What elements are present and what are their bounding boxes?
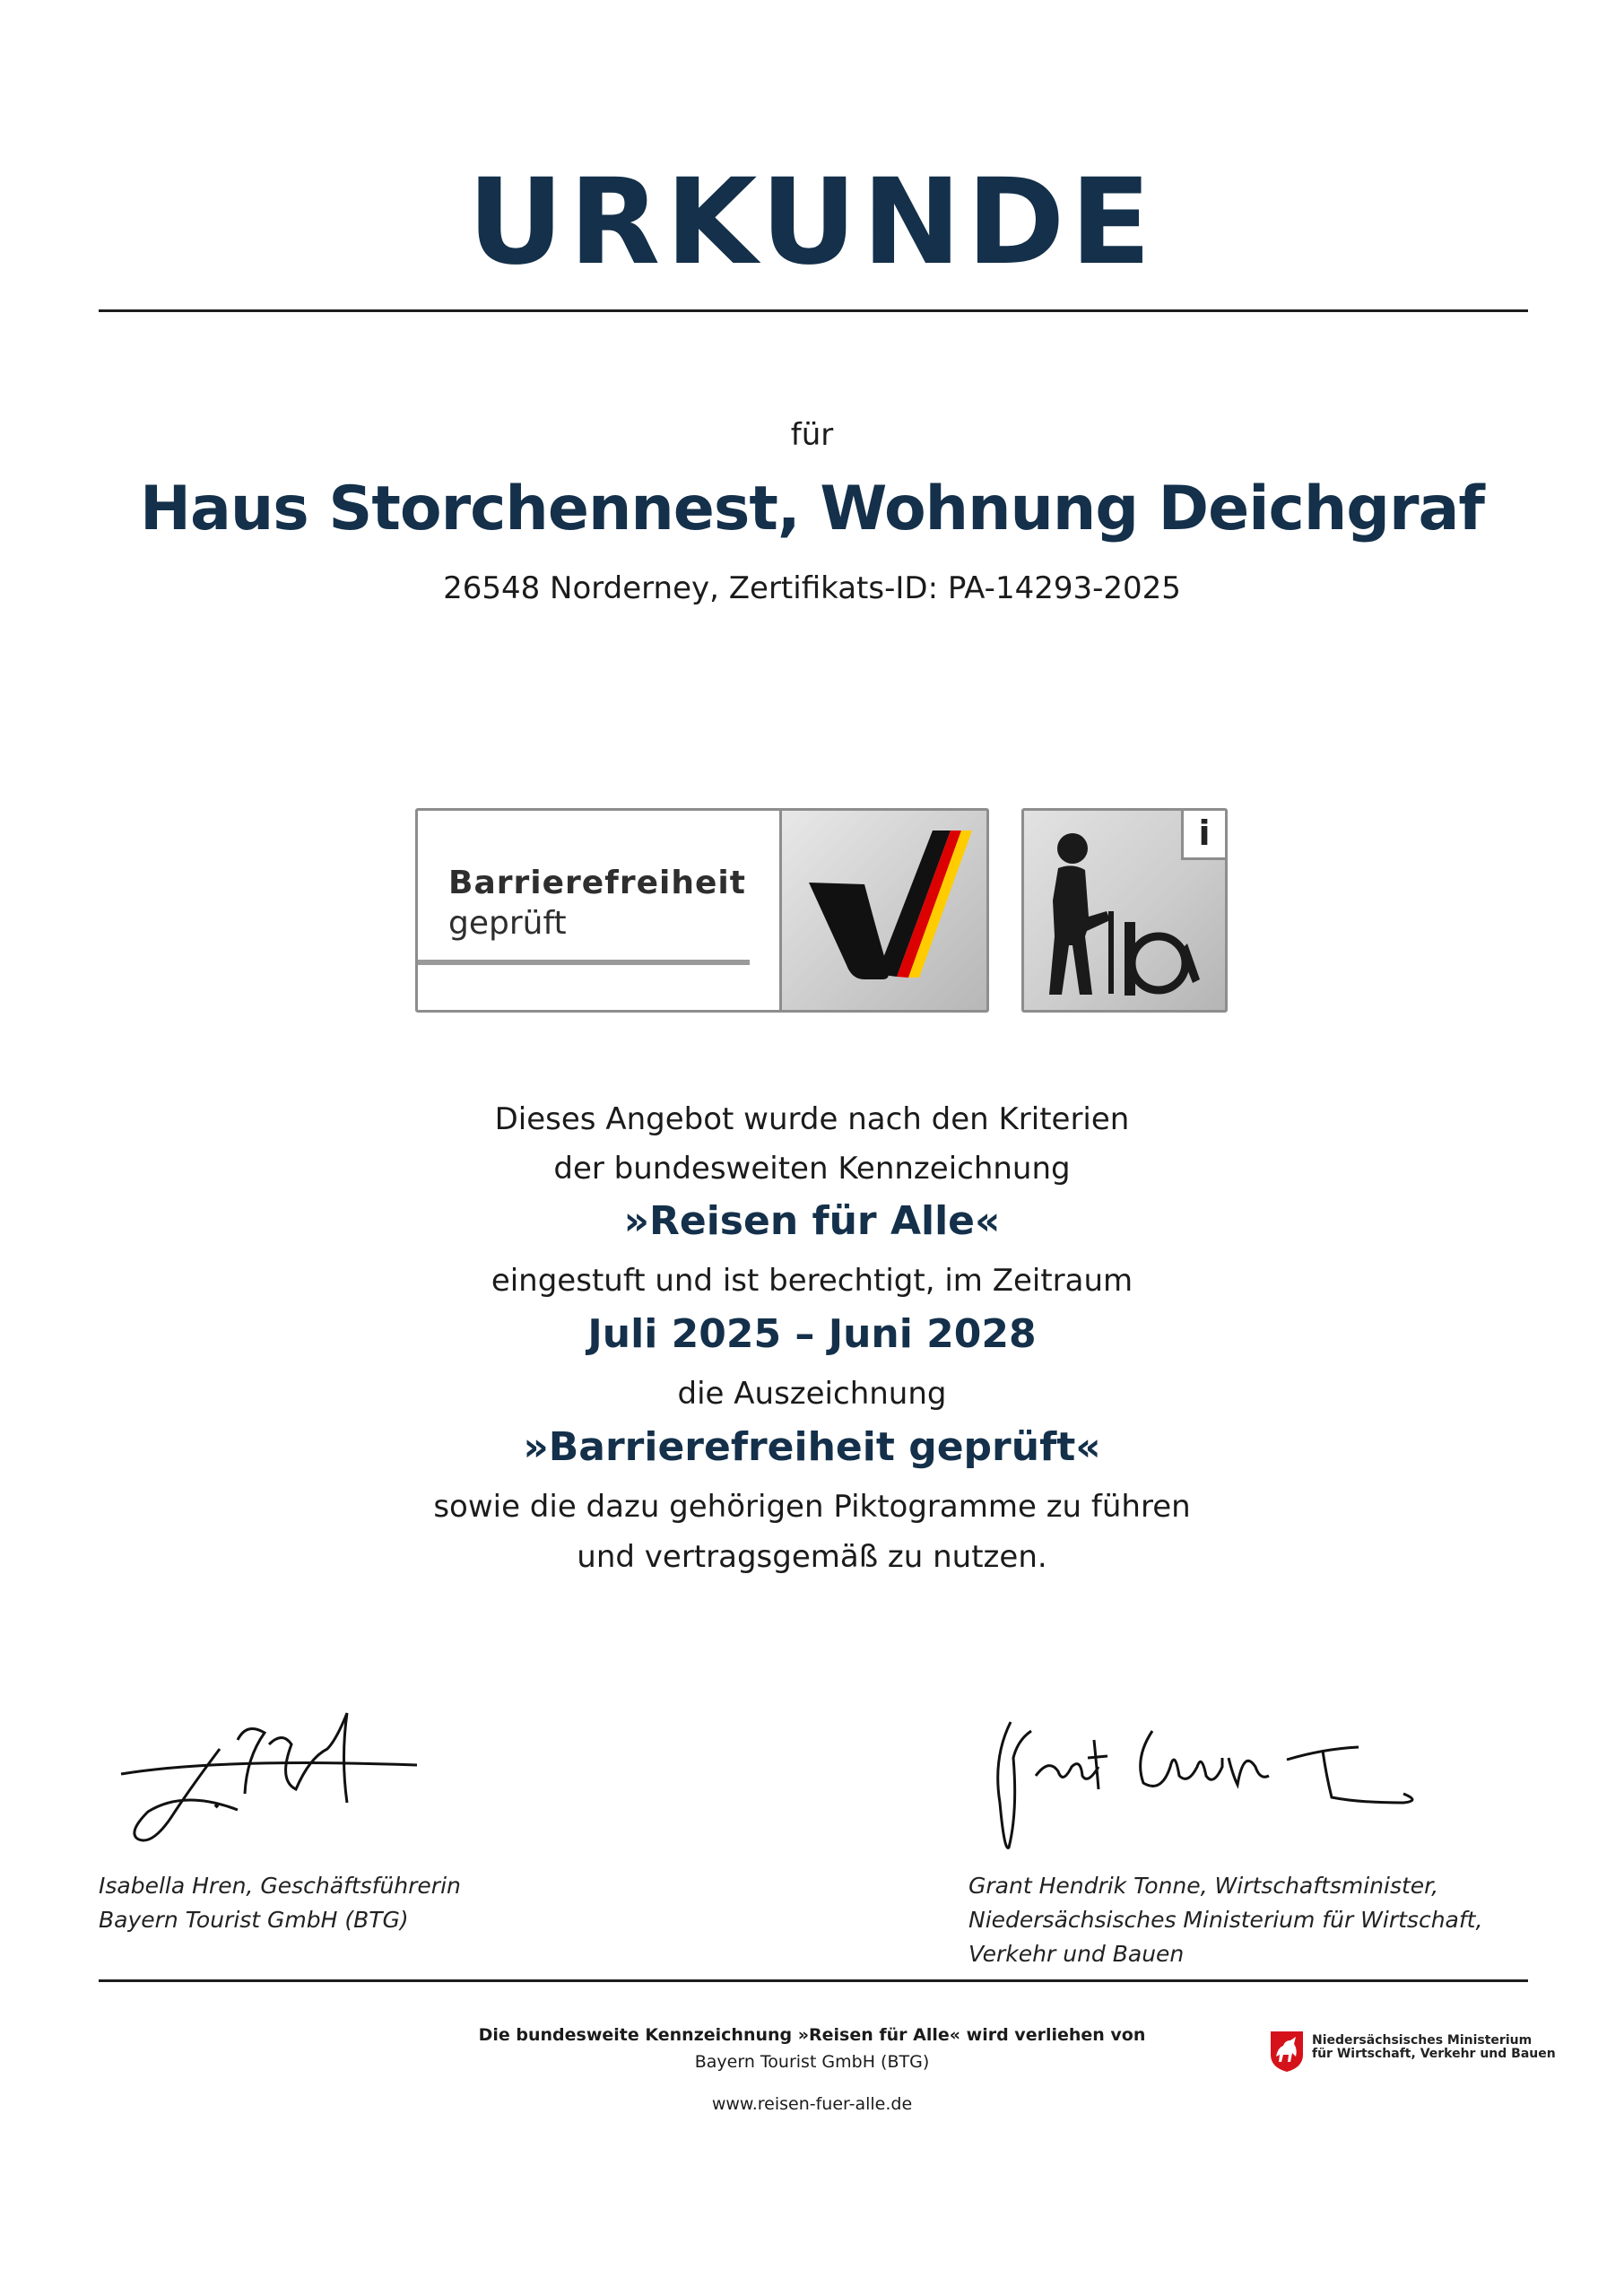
program-name: »Reisen für Alle«	[623, 1198, 1001, 1244]
signer-left-name: Isabella Hren, Geschäftsführerin	[99, 1873, 461, 1899]
signature-left	[112, 1704, 426, 1857]
body-line-6: und vertragsgemäß zu nutzen.	[577, 1539, 1047, 1575]
signer-right-org-1: Niedersächsisches Ministerium für Wirtschaft,	[968, 1907, 1483, 1933]
signer-right-org-2: Verkehr und Bauen	[968, 1941, 1185, 1967]
body-line-1: Dieses Angebot wurde nach den Kriterien	[494, 1101, 1130, 1137]
signer-right-name: Grant Hendrik Tonne, Wirtschaftsminister,	[968, 1873, 1439, 1899]
signature-caption-left	[99, 1869, 461, 1937]
check-mark-icon	[779, 811, 986, 1010]
award-name: »Barrierefreiheit geprüft«	[523, 1424, 1101, 1470]
info-icon: i	[1181, 811, 1225, 860]
signature-right	[982, 1704, 1439, 1857]
body-line-4: die Auszeichnung	[677, 1376, 947, 1412]
badge-title: Barrierefreiheit	[448, 865, 746, 901]
signature-caption-right	[968, 1869, 1482, 1971]
badge-underline	[418, 960, 750, 965]
recipient-address: 26548 Norderney, Zertifikats-ID: PA-14293-2025	[443, 570, 1181, 606]
footer-sub: Bayern Tourist GmbH (BTG)	[694, 2052, 930, 2072]
page-title: URKUNDE	[467, 153, 1157, 291]
signer-left-org: Bayern Tourist GmbH (BTG)	[99, 1907, 409, 1933]
body-line-5: sowie die dazu gehörigen Piktogramme zu führen	[433, 1489, 1191, 1525]
accessibility-badge	[415, 808, 989, 1013]
header-divider	[99, 309, 1528, 312]
footer-divider	[99, 1979, 1528, 1982]
recipient-name: Haus Storchennest, Wohnung Deichgraf	[140, 474, 1484, 544]
for-label: für	[790, 417, 834, 453]
footer-url[interactable]: www.reisen-fuer-alle.de	[711, 2094, 913, 2114]
badge-subtitle: geprüft	[448, 905, 567, 942]
body-line-3: eingestuft und ist berechtigt, im Zeitraum	[491, 1263, 1133, 1299]
footer-main: Die bundesweite Kennzeichnung »Reisen für Alle« wird verliehen von	[478, 2025, 1146, 2045]
walking-aid-wheelchair-icon	[1021, 808, 1228, 1013]
body-line-2: der bundesweiten Kennzeichnung	[553, 1151, 1071, 1187]
ministry-name	[1312, 2034, 1556, 2061]
ministry-line-1: Niedersächsisches Ministerium	[1312, 2033, 1533, 2048]
validity-period: Juli 2025 – Juni 2028	[587, 1311, 1037, 1357]
lower-saxony-horse-icon	[1269, 2030, 1305, 2073]
ministry-line-2: für Wirtschaft, Verkehr und Bauen	[1312, 2047, 1556, 2061]
